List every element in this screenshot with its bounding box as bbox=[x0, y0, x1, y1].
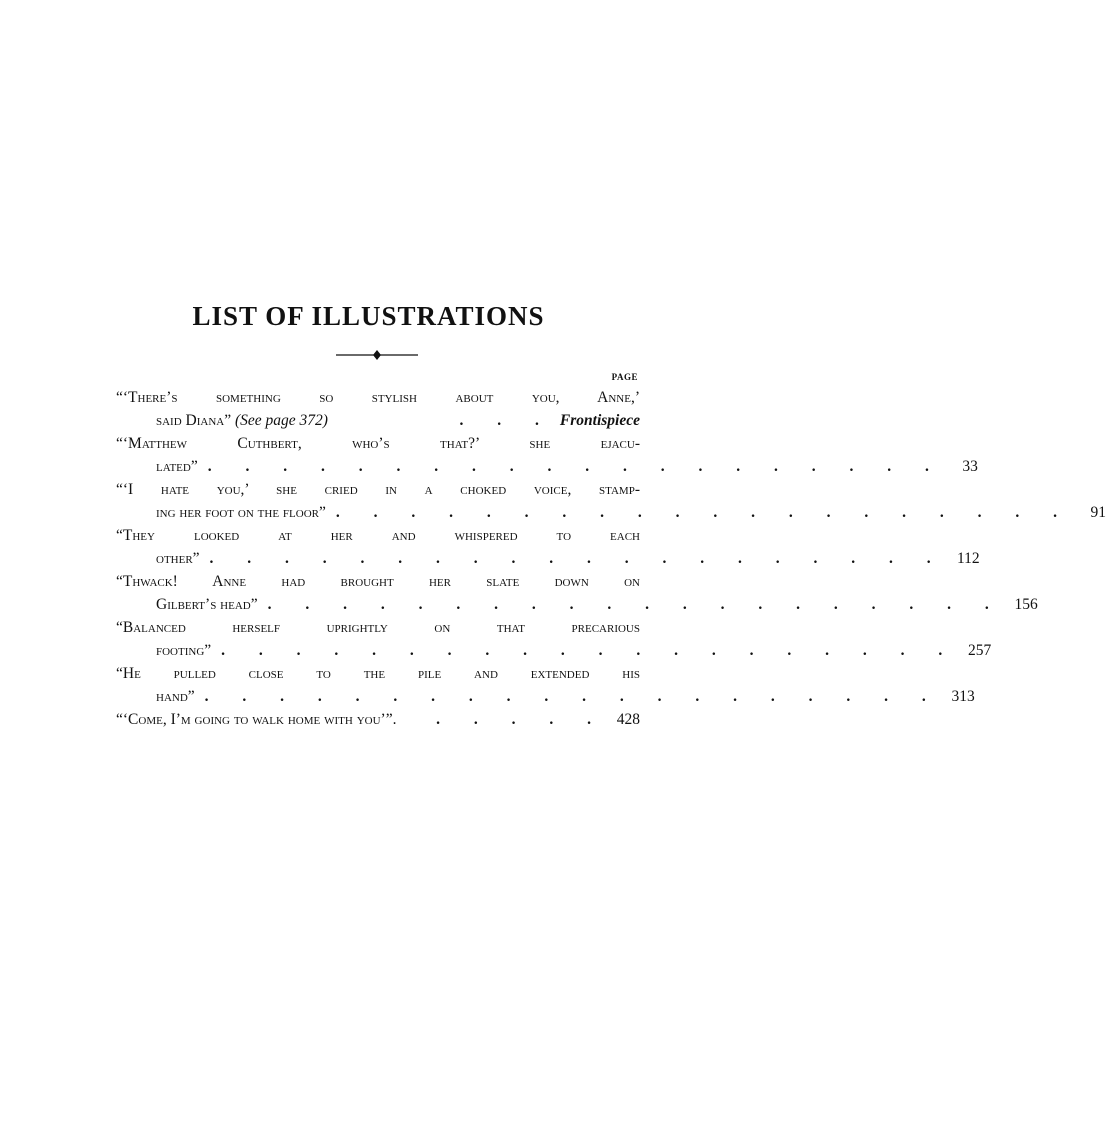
entry-caption-continued: lated” bbox=[156, 458, 198, 475]
entry-caption: “‘Come, I’m going to walk home with you’”. bbox=[116, 711, 397, 728]
entry-caption: “Balanced herself uprightly on that precarious bbox=[116, 619, 640, 636]
list-item bbox=[116, 386, 640, 432]
dot-leader: . . . bbox=[459, 412, 554, 429]
entry-caption-continued: footing” bbox=[156, 642, 212, 659]
entry-caption-line bbox=[116, 501, 1106, 524]
entry-caption-continued: ing her foot on the floor” bbox=[156, 504, 326, 521]
entry-caption-line bbox=[116, 455, 978, 478]
page-number: 156 bbox=[1014, 596, 1038, 613]
entry-caption: “He pulled close to the pile and extended his bbox=[116, 665, 640, 682]
dot-leader: . . . . . . . . . . . . . . . . . . . . bbox=[204, 688, 941, 705]
page-column-header: PAGE bbox=[611, 372, 638, 382]
entry-caption: “They looked at her and whispered to each bbox=[116, 527, 640, 544]
page-number: 91 bbox=[1090, 504, 1106, 521]
page-number: 112 bbox=[956, 550, 980, 567]
dot-leader: . . . . . bbox=[436, 711, 606, 728]
page-number: 33 bbox=[962, 458, 978, 475]
list-item bbox=[116, 432, 978, 478]
entry-caption-line bbox=[116, 685, 975, 708]
entry-caption-line bbox=[116, 639, 992, 662]
entry-caption-continued: said Diana” (See page 372) bbox=[156, 412, 328, 429]
list-item bbox=[116, 616, 992, 662]
page-number: 257 bbox=[968, 642, 992, 659]
entry-caption-line bbox=[116, 547, 980, 570]
ornament-divider-icon bbox=[336, 348, 418, 362]
dot-leader: . . . . . . . . . . . . . . . . . . . . bbox=[207, 458, 944, 475]
illustration-list bbox=[116, 386, 1106, 731]
dot-leader: . . . . . . . . . . . . . . . . . . . . bbox=[267, 596, 1004, 613]
dot-leader: . . . . . . . . . . . . . . . . . . . . bbox=[335, 504, 1072, 521]
entry-caption-continued: hand” bbox=[156, 688, 195, 705]
page-number: 313 bbox=[951, 688, 975, 705]
entry-caption-continued: Gilbert’s head” bbox=[156, 596, 258, 613]
entry-caption: “Thwack! Anne had brought her slate down on bbox=[116, 573, 640, 590]
page-number: Frontispiece bbox=[559, 412, 640, 429]
list-item bbox=[116, 524, 980, 570]
list-item bbox=[116, 478, 1106, 524]
dot-leader: . . . . . . . . . . . . . . . . . . . . bbox=[209, 550, 946, 567]
entry-caption-line bbox=[116, 409, 640, 432]
list-item bbox=[116, 708, 640, 731]
entry-caption: “‘There’s something so stylish about you, Anne,’ bbox=[116, 389, 640, 406]
list-item bbox=[116, 662, 975, 708]
page-title: LIST OF ILLUSTRATIONS bbox=[192, 301, 545, 331]
entry-caption-line bbox=[116, 593, 1038, 616]
dot-leader: . . . . . . . . . . . . . . . . . . . . bbox=[221, 642, 958, 659]
entry-caption: “‘Matthew Cuthbert, who’s that?’ she ejacu- bbox=[116, 435, 640, 452]
page-number: 428 bbox=[616, 711, 640, 728]
entry-caption-continued: other” bbox=[156, 550, 200, 567]
entry-caption-line bbox=[116, 708, 640, 731]
list-item bbox=[116, 570, 1038, 616]
entry-caption: “‘I hate you,’ she cried in a choked voice, stamp- bbox=[116, 481, 640, 498]
